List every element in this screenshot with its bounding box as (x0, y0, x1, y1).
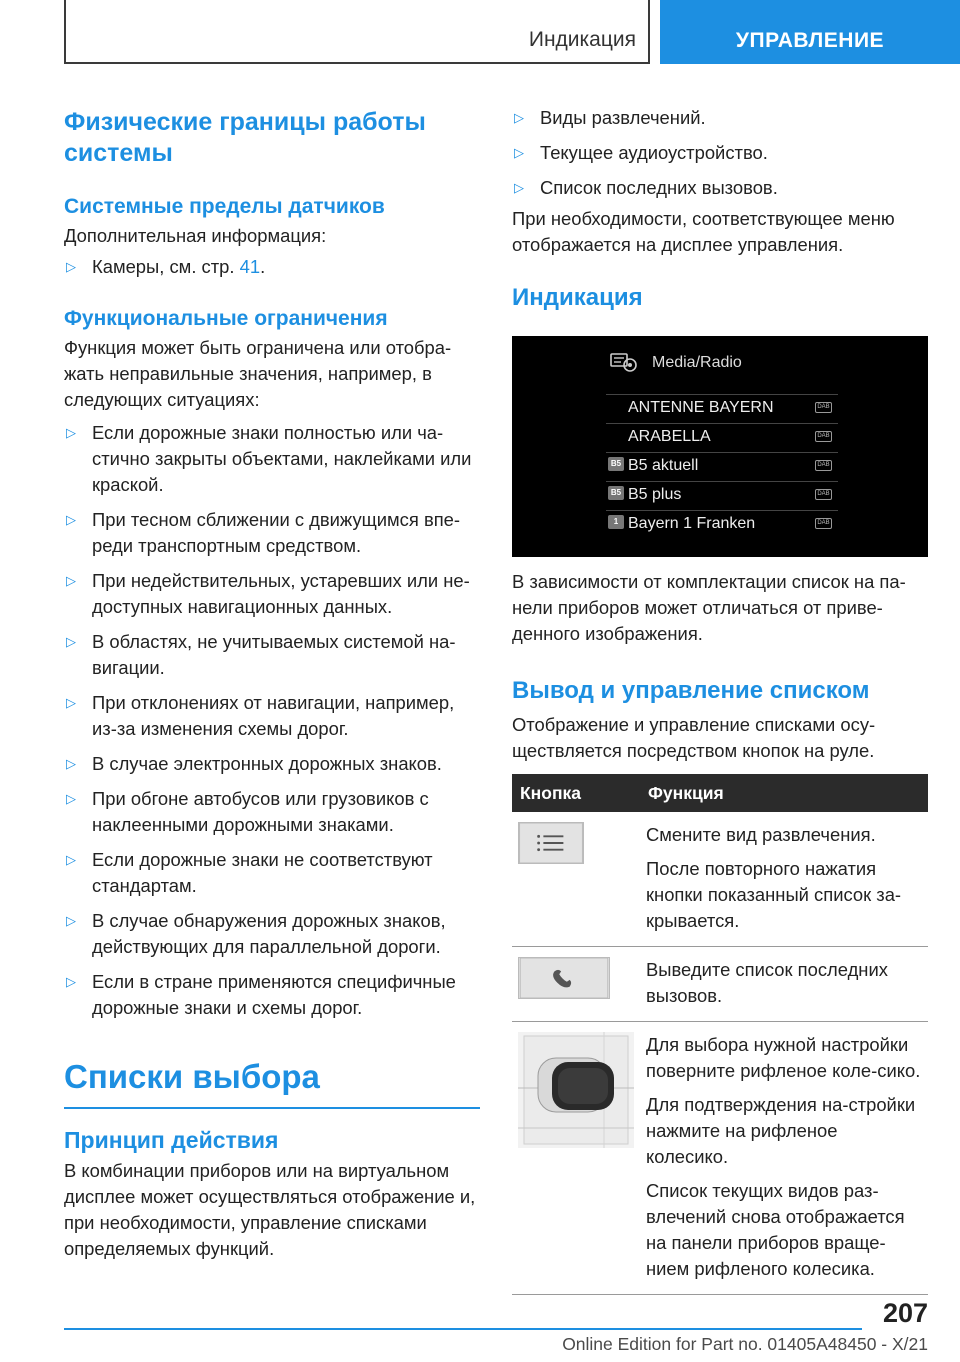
list-item: ▷ Камеры, см. стр. 41. (64, 254, 480, 280)
bullet-arrow-icon: ▷ (66, 573, 76, 588)
output-text: Отображение и управление списками осу-ществляется посредством кнопок на руле. (512, 714, 876, 761)
station-row: B5 B5 aktuell DAB (606, 452, 838, 478)
dab-icon: DAB (815, 460, 832, 471)
heading-physical-limits: Физические границы работы системы (64, 108, 426, 167)
station-row: ARABELLA DAB (606, 423, 838, 449)
heading-display: Индикация (512, 284, 643, 311)
display-note: В зависимости от комплектации список на па-нели приборов может отличаться от приве-денного изображения. (512, 571, 906, 644)
button-function-table (512, 774, 928, 1295)
table-row (512, 947, 928, 1022)
bullet-arrow-icon: ▷ (514, 145, 524, 160)
footer-rule (64, 1328, 862, 1330)
dab-icon: DAB (815, 518, 832, 529)
sensors-intro: Дополнительная информация: (64, 225, 327, 246)
header-divider-right (648, 0, 650, 64)
list-item: ▷ При обгоне автобусов или грузовиков с наклеенными дорожными знаками. (66, 788, 429, 835)
column-header-button: Кнопка (512, 774, 640, 812)
heading-selection-lists: Списки выбора (64, 1058, 320, 1095)
function-cell: Для выбора нужной настройки поверните рифленое коле-сико. Для подтверждения на-стройки нажмите на рифленое колесико. Список текущих видов раз-влечений снова отображается на панели приборов враще-нием рифленого колесика. (640, 1022, 928, 1295)
list-item: ▷ В областях, не учитываемых системой на-вигации. (66, 631, 456, 678)
media-radio-icon (608, 350, 648, 376)
bullet-arrow-icon: ▷ (66, 695, 76, 710)
functional-list (64, 420, 480, 1021)
station-logo-icon: 1 (608, 515, 624, 529)
table-row (512, 1022, 928, 1295)
column-header-function: Функция (640, 774, 928, 812)
heading-output-control: Вывод и управление списком (512, 677, 870, 704)
button-cell (512, 947, 640, 1022)
screen-title: Media/Radio (652, 354, 742, 371)
heading-principle: Принцип действия (64, 1127, 279, 1153)
bullet-arrow-icon: ▷ (66, 852, 76, 867)
bullet-arrow-icon: ▷ (66, 634, 76, 649)
left-column (64, 100, 480, 1262)
button-cell (512, 812, 640, 947)
function-cell: Смените вид развлечения. После повторного нажатия кнопки показанный список за-крывается. (640, 812, 928, 947)
bullet-arrow-icon: ▷ (66, 259, 76, 274)
list-item: ▷ При отклонениях от навигации, например, из-за изменения схемы дорог. (66, 692, 455, 739)
menu-text: При необходимости, соответствующее меню отображается на дисплее управления. (512, 208, 895, 255)
list-item: ▷ Если дорожные знаки полностью или ча-стично закрыты объектами, наклейками или краской. (66, 422, 472, 495)
list-item: ▷ Если в стране применяются специфичные дорожные знаки и схемы дорог. (66, 971, 456, 1018)
chapter-tab: УПРАВЛЕНИЕ (660, 0, 960, 64)
header-underline (64, 62, 650, 64)
principle-text: В комбинации приборов или на виртуальном дисплее может осуществляться отображение и, при необходимости, управление списками определяемых функций. (64, 1160, 476, 1259)
bullet-arrow-icon: ▷ (514, 180, 524, 195)
list-item: ▷ Текущее аудиоустройство. (512, 140, 928, 166)
cluster-screen-image (512, 336, 928, 557)
function-cell: Выведите список последних вызовов. (640, 947, 928, 1022)
station-row: ANTENNE BAYERN DAB (606, 394, 838, 420)
list-item: ▷ Если дорожные знаки не соответствуют стандартам. (66, 849, 433, 896)
bullet-arrow-icon: ▷ (66, 425, 76, 440)
list-item: ▷ В случае обнаружения дорожных знаков, действующих для параллельной дороги. (66, 910, 446, 957)
list-item: ▷ Список последних вызовов. (512, 175, 928, 201)
heading-sensor-limits: Системные пределы датчиков (64, 195, 385, 218)
section-title: Индикация (528, 28, 636, 51)
dab-icon: DAB (815, 489, 832, 500)
station-logo-icon: B5 (608, 457, 624, 471)
bullet-arrow-icon: ▷ (514, 110, 524, 125)
list-icon (518, 822, 584, 864)
list-item: ▷ При тесном сближении с движущимся впе-реди транспортным средством. (66, 509, 461, 556)
sensor-list (64, 254, 480, 280)
table-row (512, 812, 928, 947)
edition-note: Online Edition for Part no. 01405A48450 - X/21 (562, 1334, 928, 1354)
dab-icon: DAB (815, 402, 832, 413)
page-number: 207 (882, 1298, 928, 1328)
info-list (512, 105, 928, 201)
bullet-arrow-icon: ▷ (66, 512, 76, 527)
thumbwheel-icon (518, 1032, 634, 1148)
bullet-arrow-icon: ▷ (66, 791, 76, 806)
right-column (512, 100, 928, 1295)
bullet-arrow-icon: ▷ (66, 913, 76, 928)
functional-intro: Функция может быть ограничена или отобра-жать неправильные значения, например, в следующих ситуациях: (64, 337, 452, 410)
bullet-arrow-icon: ▷ (66, 756, 76, 771)
list-item: ▷ Виды развлечений. (512, 105, 928, 131)
heading-functional-limits: Функциональные ограничения (64, 307, 388, 330)
station-logo-icon: B5 (608, 486, 624, 500)
bullet-arrow-icon: ▷ (66, 974, 76, 989)
station-row: 1 Bayern 1 Franken DAB (606, 510, 838, 536)
media-radio-list (606, 344, 838, 550)
station-row: B5 B5 plus DAB (606, 481, 838, 507)
page-link[interactable]: 41 (239, 256, 261, 277)
phone-icon (518, 957, 610, 999)
button-cell (512, 1022, 640, 1295)
heading-rule (64, 1107, 480, 1109)
list-item: ▷ В случае электронных дорожных знаков. (64, 751, 480, 777)
dab-icon: DAB (815, 431, 832, 442)
list-item: ▷ При недействительных, устаревших или не-доступных навигационных данных. (66, 570, 470, 617)
